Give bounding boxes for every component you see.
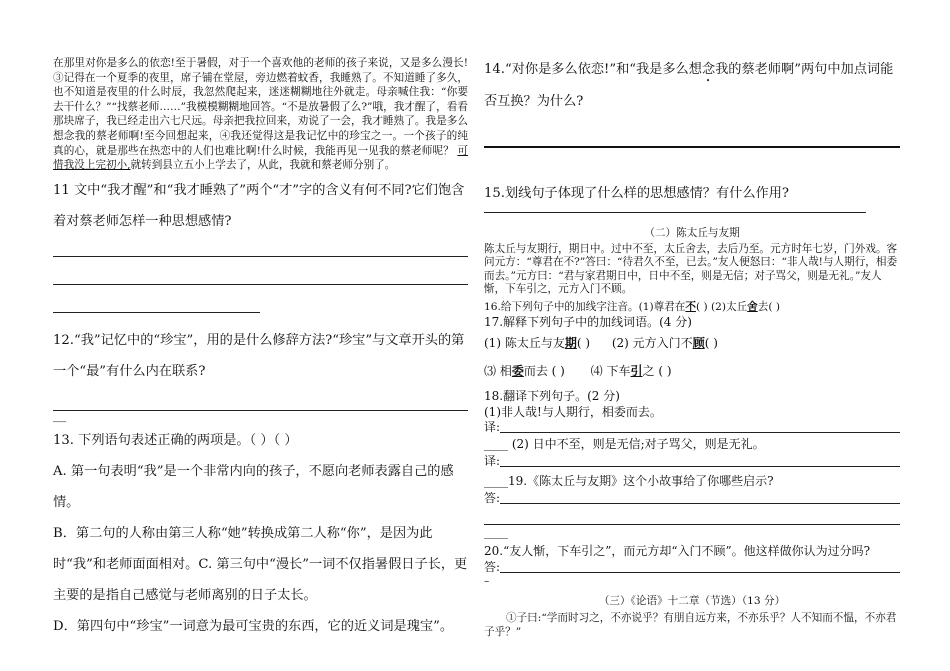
item-blank: 之 ( )	[642, 363, 672, 378]
answer-line[interactable]	[500, 466, 900, 467]
marked-char: 不	[685, 300, 696, 313]
passage-text-end: 就转到县立五小上学去了，从此，我就和蔡老师分别了。	[130, 159, 396, 172]
answer-tail: –	[484, 575, 490, 588]
section-2-title: （二）陈太丘与友期	[644, 227, 740, 239]
answer-line[interactable]	[53, 283, 468, 285]
question-16-blank: 去( )	[757, 300, 780, 313]
question-18-2: ____ (2) 日中不至，则是无信;对子骂父，则是无礼。	[484, 436, 765, 451]
answer-line-short[interactable]	[53, 311, 260, 313]
question-17-row-2	[484, 364, 900, 380]
question-17: 17.解释下列句子中的加线词语。(4 分)	[484, 314, 692, 329]
section-3-title: （三）《论语》十二章（节选）（13 分）	[598, 594, 786, 607]
item-blank: ( )	[704, 336, 718, 351]
item-text: ⑷ 下车	[590, 363, 631, 378]
reading-passage	[53, 56, 468, 173]
question-15: 15.划线句子体现了什么样的思想感情？有什么作用?	[484, 186, 789, 201]
marked-word: 期	[564, 336, 577, 351]
left-column	[53, 0, 468, 642]
question-12: 12.“我”记忆中的“珍宝”，用的是什么修辞方法?“珍宝”与文章开头的第一个“最”有什么内在联系?	[53, 332, 465, 379]
translation-row[interactable]	[484, 420, 900, 436]
option-a: A. 第一句表明“我”是一个非常内向的孩子，不愿向老师表露自己的感情。	[53, 463, 454, 510]
question-14-text: 14.“对你是多么依恋!”和“我是多么想	[484, 62, 702, 77]
question-16-blank: ( ) (2)太丘	[695, 300, 748, 313]
item-blank: 而去 ( )	[523, 363, 565, 378]
question-14-text-end: 我的蔡老师啊”两句中加点词能否互换？为什么?	[484, 62, 894, 109]
question-19: ____19.《陈太丘与友期》这个小故事给了你哪些启示?	[484, 473, 774, 488]
answer-label: 答:	[484, 559, 501, 574]
answer-line[interactable]	[500, 432, 900, 433]
answer-tail: __	[53, 407, 67, 423]
section-2-text: 陈太丘与友期行，期日中。过中不至，太丘舍去，去后乃至。元方时年七岁，门外戏。客问元方：“尊君在不?”答曰：“待君久不至，已去。”友人便怒曰：“非人哉!与人期行，相委而去。”元方曰：“君与家君期日中，日中不至，则是无信；对子骂父，则是无礼。”友人惭，下车引之，元方入门不顾。	[484, 242, 898, 296]
option-b-c: B．第二句的人称由第三人称“她”转换成第二人称“你”，是因为此时“我”和老师面面相对。C. 第三句中“漫长”一词不仅指暑假日子长，更主要的是指自己感觉与老师离别的日子太长。	[53, 525, 468, 603]
question-17-row-1	[484, 336, 900, 352]
answer-line[interactable]	[500, 503, 900, 504]
question-11: 11 文中“我才醒”和“我才睡熟了”两个“才”字的含义有何不同?它们饱含着对蔡老师怎样一种思想感情?	[53, 182, 465, 229]
underlined-sentence: 可惜我没上完初小,	[53, 144, 468, 172]
answer-row[interactable]	[484, 491, 900, 507]
marked-word: 顾	[692, 336, 705, 351]
answer-line[interactable]	[500, 572, 900, 573]
question-13: 13. 下列语句表述正确的两项是。（ ）（ ）	[53, 432, 298, 448]
answer-line[interactable]	[53, 255, 468, 257]
right-column	[484, 0, 900, 639]
passage-text: 在那里对你是多么的依恋!至于暑假，对于一个喜欢他的老师的孩子来说，又是多么漫长!③记得在一个夏季的夜里，席子铺在堂屋，旁边燃着蚊香，我睡熟了。不知道睡了多久，也不知道是夜里的什么时辰，我忽然爬起来，迷迷糊糊地往外就走。母亲喊住我：“你要去干什么？”“找蔡老师……”我模模糊糊地回答。“不是放暑假了么?”哦，我才醒了，看看那块席子，我已经走出六七尺远。母亲把我拉回来，劝说了一会，我才睡熟了。我是多么想念我的蔡老师啊!至今回想起来，④我还觉得这是我记忆中的珍宝之一。一个孩子的纯真的心，就是那些在热恋中的人们也难比啊!什么时候，我能再见一见我的蔡老师呢？	[53, 57, 468, 157]
answer-label: 答:	[484, 491, 501, 506]
translation-row[interactable]	[484, 454, 900, 470]
translation-label: 译:	[484, 420, 501, 435]
item-text: (2) 元方入门不	[611, 336, 693, 351]
marked-word: 引	[630, 363, 643, 378]
question-20: 20.“友人惭，下车引之”，而元方却“入门不顾”。他这样做你认为过分吗?	[484, 544, 871, 559]
translation-label: 译:	[484, 454, 501, 469]
item-text: (1) 陈太丘与友	[484, 336, 565, 351]
marked-word: 委	[511, 363, 524, 378]
item-text: ⑶ 相	[484, 363, 512, 378]
marked-char: 舍	[747, 300, 758, 313]
option-d: D．第四句中“珍宝”一词意为最可宝贵的东西，它的近义词是瑰宝”。	[53, 618, 454, 634]
question-16	[484, 301, 900, 315]
answer-tail: ____	[484, 524, 508, 539]
answer-line[interactable]	[484, 211, 866, 213]
section-3-text: ①子曰:“学而时习之，不亦说乎？有朋自远方来，不亦乐乎？人不知而不愠，不亦君子乎？”	[484, 612, 897, 638]
question-18: 18.翻译下列句子。(2 分)	[484, 389, 620, 404]
answer-row[interactable]	[484, 560, 900, 576]
answer-line[interactable]	[484, 146, 900, 148]
question-14	[484, 54, 900, 118]
question-16-text: 16.给下列句子中的加线字注音。(1)尊君在	[484, 300, 686, 313]
item-blank: ( )	[576, 336, 591, 351]
dotted-word: 念	[701, 62, 716, 77]
question-18-1: (1)非人哉!与人期行，相委而去。	[484, 404, 662, 419]
